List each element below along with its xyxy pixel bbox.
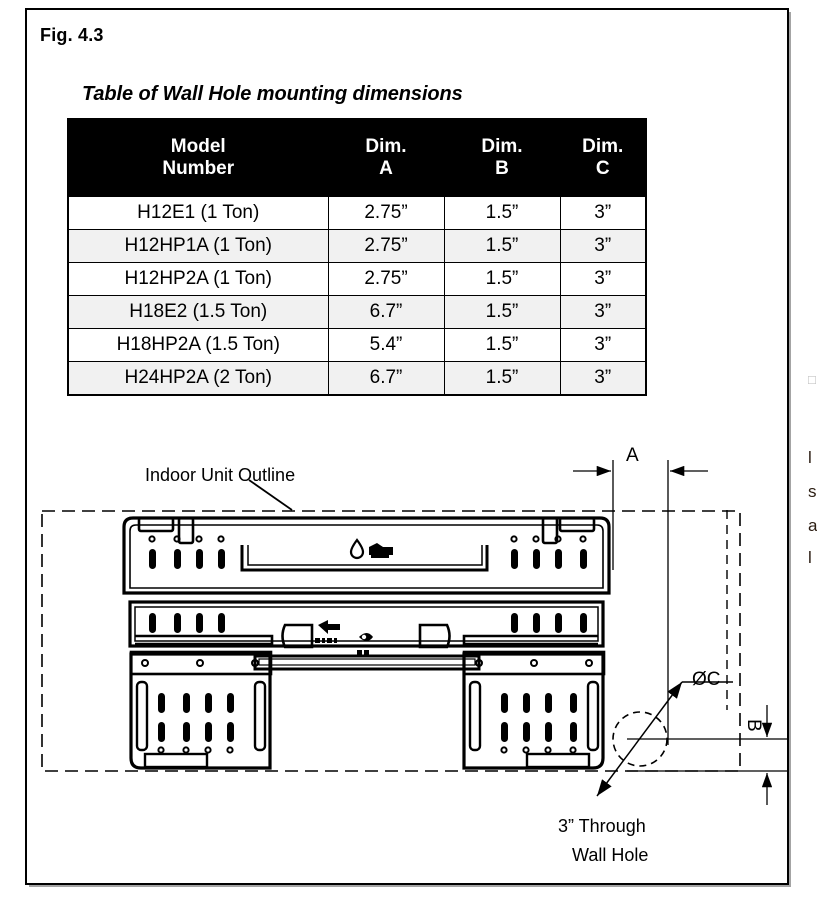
- right-bracket-strip: [464, 652, 604, 674]
- figure-number: Fig. 4.3: [40, 25, 104, 45]
- right-top-clip-a: [560, 518, 594, 531]
- pilot-hole-group: [142, 536, 592, 752]
- connector-icon: [318, 620, 340, 634]
- indoor-unit-outline-label: Indoor Unit Outline: [145, 465, 296, 485]
- plate-top-band-inner: [130, 525, 603, 588]
- table-header-row: [68, 119, 646, 197]
- page-edge-fragment: l: [808, 548, 812, 567]
- wall-hole-dimensions-table: [67, 118, 647, 396]
- cell-dim-c: 3”: [560, 362, 646, 396]
- middle-ledge-right: [464, 636, 598, 644]
- right-top-clip-b: [543, 518, 557, 543]
- cell-dim-a: 2.75”: [328, 263, 444, 296]
- cell-dim-b: 1.5”: [444, 362, 560, 396]
- connector-text-3: [327, 638, 332, 643]
- connector-text-4: [334, 638, 337, 643]
- page-edge-fragment: a: [808, 516, 818, 535]
- connector-text-2: [322, 638, 325, 643]
- valve-icon-dot: [362, 635, 366, 639]
- center-latch-right: [420, 625, 450, 647]
- marking-pictograms: [315, 540, 393, 655]
- wall-hole-caption-line1: 3” Through: [558, 816, 646, 836]
- dim-leader-oc: [597, 682, 682, 796]
- cell-dim-c: 3”: [560, 296, 646, 329]
- unit-envelope-dashed: [42, 511, 740, 771]
- cell-dim-b: 1.5”: [444, 230, 560, 263]
- cell-dim-a: 2.75”: [328, 230, 444, 263]
- column-header-dim-c: Dim. C: [560, 119, 646, 197]
- dimension-annotations: [573, 460, 787, 805]
- cell-dim-b: 1.5”: [444, 296, 560, 329]
- figure-border-box: [25, 8, 789, 885]
- column-header-dim-b: Dim. B: [444, 119, 560, 197]
- page-edge-fragment: s: [808, 482, 817, 501]
- left-top-clip-a: [139, 518, 173, 531]
- connector-text-1: [315, 638, 320, 643]
- cell-model: H24HP2A (2 Ton): [68, 362, 328, 396]
- valve-text-2: [364, 650, 369, 655]
- plate-left-wing: [131, 654, 270, 768]
- valve-text-1: [357, 650, 362, 655]
- left-wing-rail-2: [255, 682, 265, 750]
- column-header-dim-a: Dim. A: [328, 119, 444, 197]
- dimension-b-label: B: [743, 719, 764, 732]
- table-title: Table of Wall Hole mounting dimensions: [82, 83, 463, 105]
- table-row: [68, 329, 646, 362]
- cell-dim-c: 3”: [560, 197, 646, 230]
- cell-model: H12HP2A (1 Ton): [68, 263, 328, 296]
- cell-model: H18HP2A (1.5 Ton): [68, 329, 328, 362]
- middle-ledge-left: [135, 636, 272, 644]
- cell-dim-a: 5.4”: [328, 329, 444, 362]
- cell-model: H12HP1A (1 Ton): [68, 230, 328, 263]
- right-wing-rail-2: [588, 682, 598, 750]
- cell-dim-c: 3”: [560, 263, 646, 296]
- droplet-icon: [351, 540, 363, 558]
- plate-top-band: [124, 518, 609, 593]
- left-foot: [145, 754, 207, 767]
- cell-model: H12E1 (1 Ton): [68, 197, 328, 230]
- cell-dim-c: 3”: [560, 230, 646, 263]
- page-edge-fragment: l: [808, 448, 812, 467]
- right-wing-rail: [470, 682, 480, 750]
- table-row: [68, 197, 646, 230]
- center-latch-left: [283, 625, 313, 647]
- left-wing-rail: [137, 682, 147, 750]
- cell-dim-b: 1.5”: [444, 329, 560, 362]
- top-band-channel: [242, 545, 487, 570]
- right-foot: [527, 754, 589, 767]
- cell-model: H18E2 (1.5 Ton): [68, 296, 328, 329]
- cell-dim-a: 6.7”: [328, 296, 444, 329]
- plate-right-wing: [464, 654, 603, 768]
- plate-middle-band: [130, 602, 603, 646]
- dimension-c-label: ØC: [692, 669, 721, 690]
- wall-hole-circle: [613, 712, 667, 766]
- plate-middle-band-inner: [135, 607, 598, 641]
- pump-icon-base: [371, 555, 389, 558]
- top-band-channel-2: [248, 545, 482, 565]
- cell-dim-c: 3”: [560, 329, 646, 362]
- pump-icon: [369, 543, 393, 555]
- valve-icon: [359, 633, 373, 641]
- table-row: [68, 230, 646, 263]
- column-header-model: Model Number: [68, 119, 328, 197]
- slot-hole-group: [149, 549, 587, 742]
- page-edge-fragment: □: [808, 372, 816, 387]
- table-row: [68, 263, 646, 296]
- table-row: [68, 362, 646, 396]
- dimension-a-label: A: [626, 445, 639, 466]
- table-row: [68, 296, 646, 329]
- cell-dim-a: 6.7”: [328, 362, 444, 396]
- cell-dim-b: 1.5”: [444, 197, 560, 230]
- center-rail-inner: [259, 659, 475, 665]
- cell-dim-b: 1.5”: [444, 263, 560, 296]
- cell-dim-a: 2.75”: [328, 197, 444, 230]
- center-rail: [255, 656, 479, 669]
- left-top-clip-b: [179, 518, 193, 543]
- wall-hole-caption-line2: Wall Hole: [572, 845, 649, 865]
- left-bracket-strip: [131, 652, 271, 674]
